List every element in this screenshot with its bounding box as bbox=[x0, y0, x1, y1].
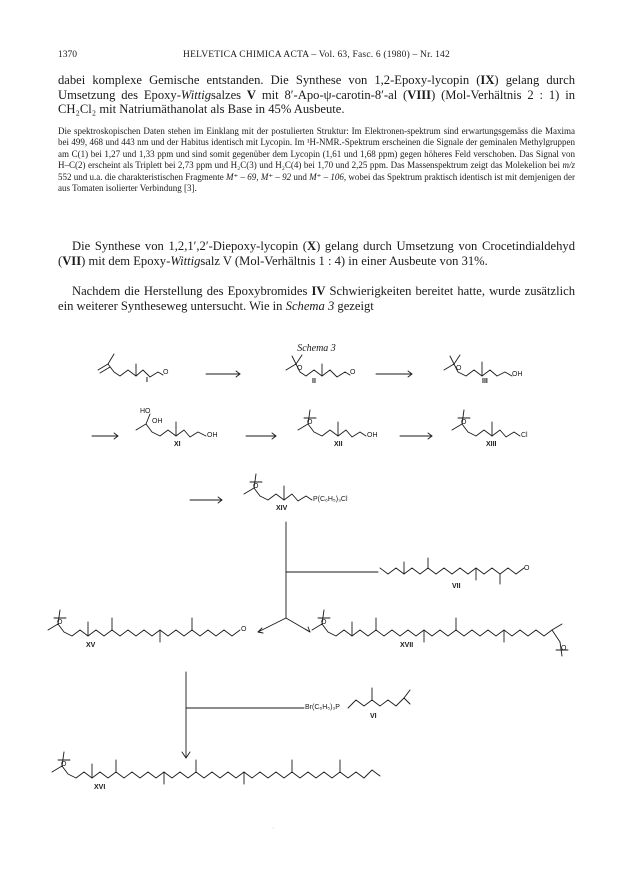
atom-o: O bbox=[163, 369, 169, 376]
structure-XV bbox=[48, 610, 240, 642]
text-span: ) gelang durch Umsetzung des Epoxy- bbox=[58, 73, 576, 102]
atom-o: O bbox=[561, 645, 567, 652]
arrow-XIII-XIV bbox=[190, 497, 222, 503]
compound-label-XII: XII bbox=[334, 441, 343, 448]
reaction-scheme bbox=[0, 350, 633, 810]
compound-label-III: III bbox=[482, 378, 488, 385]
compound-label-XVII: XVII bbox=[400, 642, 414, 649]
scheme-title: Schema 3 bbox=[297, 343, 336, 354]
compound-label-XI: XI bbox=[174, 441, 181, 448]
text-span: dabei komplexe Gemische entstanden. Die Synthese von 1,2-Epoxy-lycopin ( bbox=[58, 73, 481, 87]
arrow-II-III bbox=[376, 371, 412, 377]
compound-label-XIII: XIII bbox=[486, 441, 497, 448]
text-span: salzes bbox=[211, 87, 247, 102]
text-span: salz V (Mol-Verhältnis 1 : 4) in einer Ausbeute von 31%. bbox=[200, 253, 488, 268]
text-span: 552 und u.a. die charakteristischen Fragmente bbox=[58, 171, 227, 182]
structure-VI bbox=[348, 688, 410, 708]
structure-II bbox=[286, 355, 350, 377]
text-span: gezeigt bbox=[334, 298, 374, 313]
structure-I bbox=[98, 354, 163, 377]
atom-ho: HO bbox=[140, 408, 151, 415]
scheme-ref: Schema 3 bbox=[285, 298, 335, 313]
paragraph-2 bbox=[58, 239, 575, 268]
text-italic: M⁺ – 106 bbox=[309, 171, 344, 182]
arrow-XI-XII bbox=[246, 433, 276, 439]
compound-label-VI: VI bbox=[370, 713, 377, 720]
text-span: ) (Mol-Verhältnis 2 : 1) in CH₂Cl₂ mit Natriumäthanolat als Base in 45% Ausbeute. bbox=[58, 87, 575, 117]
atom-oh: OH bbox=[512, 371, 523, 378]
text-italic: m/z bbox=[562, 160, 575, 171]
page-mark: · bbox=[272, 826, 274, 832]
arrow-III-XI bbox=[92, 433, 118, 439]
atom-oh: OH bbox=[207, 432, 218, 439]
atom-o: O bbox=[297, 365, 303, 372]
running-title: HELVETICA CHIMICA ACTA – Vol. 63, Fasc. 6 (1980) – Nr. 142 bbox=[183, 50, 450, 60]
atom-o: O bbox=[350, 369, 356, 376]
structure-III bbox=[444, 355, 512, 376]
text-span: , wobei das Spektrum praktisch identisch ist mit demjenigen der aus Tomaten isolierter Verbindung [3]. bbox=[58, 171, 575, 194]
compound-ref: IX bbox=[480, 73, 495, 87]
name-italic: Wittig bbox=[170, 253, 201, 268]
arrow-I-II bbox=[206, 371, 240, 377]
page-number: 1370 bbox=[58, 50, 77, 60]
atom-oh: OH bbox=[152, 418, 163, 425]
text-span: und bbox=[291, 171, 310, 182]
compound-label-I: I bbox=[146, 377, 148, 384]
atom-oh: OH bbox=[367, 432, 378, 439]
text-span: ) gelang durch Umsetzung von Crocetindialdehyd ( bbox=[58, 239, 575, 268]
atom-o: O bbox=[253, 483, 259, 490]
compound-ref: VIII bbox=[407, 87, 432, 102]
structure-VII bbox=[380, 558, 524, 584]
atom-o: O bbox=[57, 619, 63, 626]
text-span: Schwierigkeiten bereitet hatte, wurde zusätzlich ein weiterer Syntheseweg untersucht. Wie in bbox=[58, 284, 575, 313]
atom-o: O bbox=[321, 619, 327, 626]
paragraph-1 bbox=[58, 73, 575, 117]
compound-ref: IV bbox=[311, 284, 326, 298]
arrow-XII-XIII bbox=[400, 433, 432, 439]
text-span: Die Synthese von 1,2,1′,2′-Diepoxy-lycopin ( bbox=[72, 239, 307, 253]
compound-label-XV: XV bbox=[86, 642, 96, 649]
compound-ref: V bbox=[246, 87, 257, 102]
atom-brpph3: Br(C₆H₅)₃P bbox=[305, 704, 340, 711]
compound-ref: X bbox=[306, 239, 317, 253]
atom-o: O bbox=[241, 626, 247, 633]
text-italic: M⁺ – 69, M⁺ – 92 bbox=[226, 171, 292, 182]
structure-XVI bbox=[52, 752, 380, 784]
atom-o: O bbox=[456, 365, 462, 372]
compound-label-VII: VII bbox=[452, 583, 461, 590]
compound-label-XVI: XVI bbox=[94, 784, 106, 791]
structure-XI bbox=[136, 414, 206, 437]
atom-pph3cl: P(C₆H₅)₃Cl bbox=[313, 496, 348, 503]
paragraph-3 bbox=[58, 284, 575, 313]
name-italic: Wittig bbox=[180, 87, 211, 102]
atom-cl: Cl bbox=[521, 432, 528, 439]
text-span: Nachdem die Herstellung des Epoxybromides bbox=[72, 284, 312, 298]
compound-ref: VII bbox=[62, 253, 82, 268]
compound-label-II: II bbox=[312, 378, 316, 385]
scheme-connectors-lower bbox=[182, 672, 304, 758]
text-span: Die spektroskopischen Daten stehen im Einklang mit der postulierten Struktur: Im Elektronen-spektrum sind erwartungsgemäss die Maxima bei 499, 468 und 443 nm und der Habitus identisch mit Lycopin. Im ¹H-NMR.-Spektrum erscheinen die Signale der geminalen Methylgruppen am C(1) bei 1,27 und 1,33 ppm und sind somit gegenüber dem Lycopin (1,61 und 1,68 ppm) gegen höheres Feld verschoben. Das Signal von H–C(2) erscheint als Triplett bei 2,73 ppm und H₂C(3) und H₂C(4) bei 1,70 und 2,25 ppm. Das Massenspektrum zeigt das Molekelion bei bbox=[58, 126, 575, 171]
structure-XVII bbox=[312, 610, 568, 656]
atom-o: O bbox=[461, 419, 467, 426]
running-header bbox=[58, 50, 575, 64]
compound-label-XIV: XIV bbox=[276, 505, 288, 512]
scheme-connectors bbox=[258, 522, 378, 633]
atom-o: O bbox=[307, 419, 313, 426]
atom-o: O bbox=[61, 761, 67, 768]
spectroscopy-note bbox=[58, 126, 575, 194]
atom-o: O bbox=[524, 565, 530, 572]
text-span: ) mit dem Epoxy- bbox=[81, 253, 171, 268]
text-span: mit 8′-Apo-ψ-carotin-8′-al ( bbox=[256, 87, 408, 102]
